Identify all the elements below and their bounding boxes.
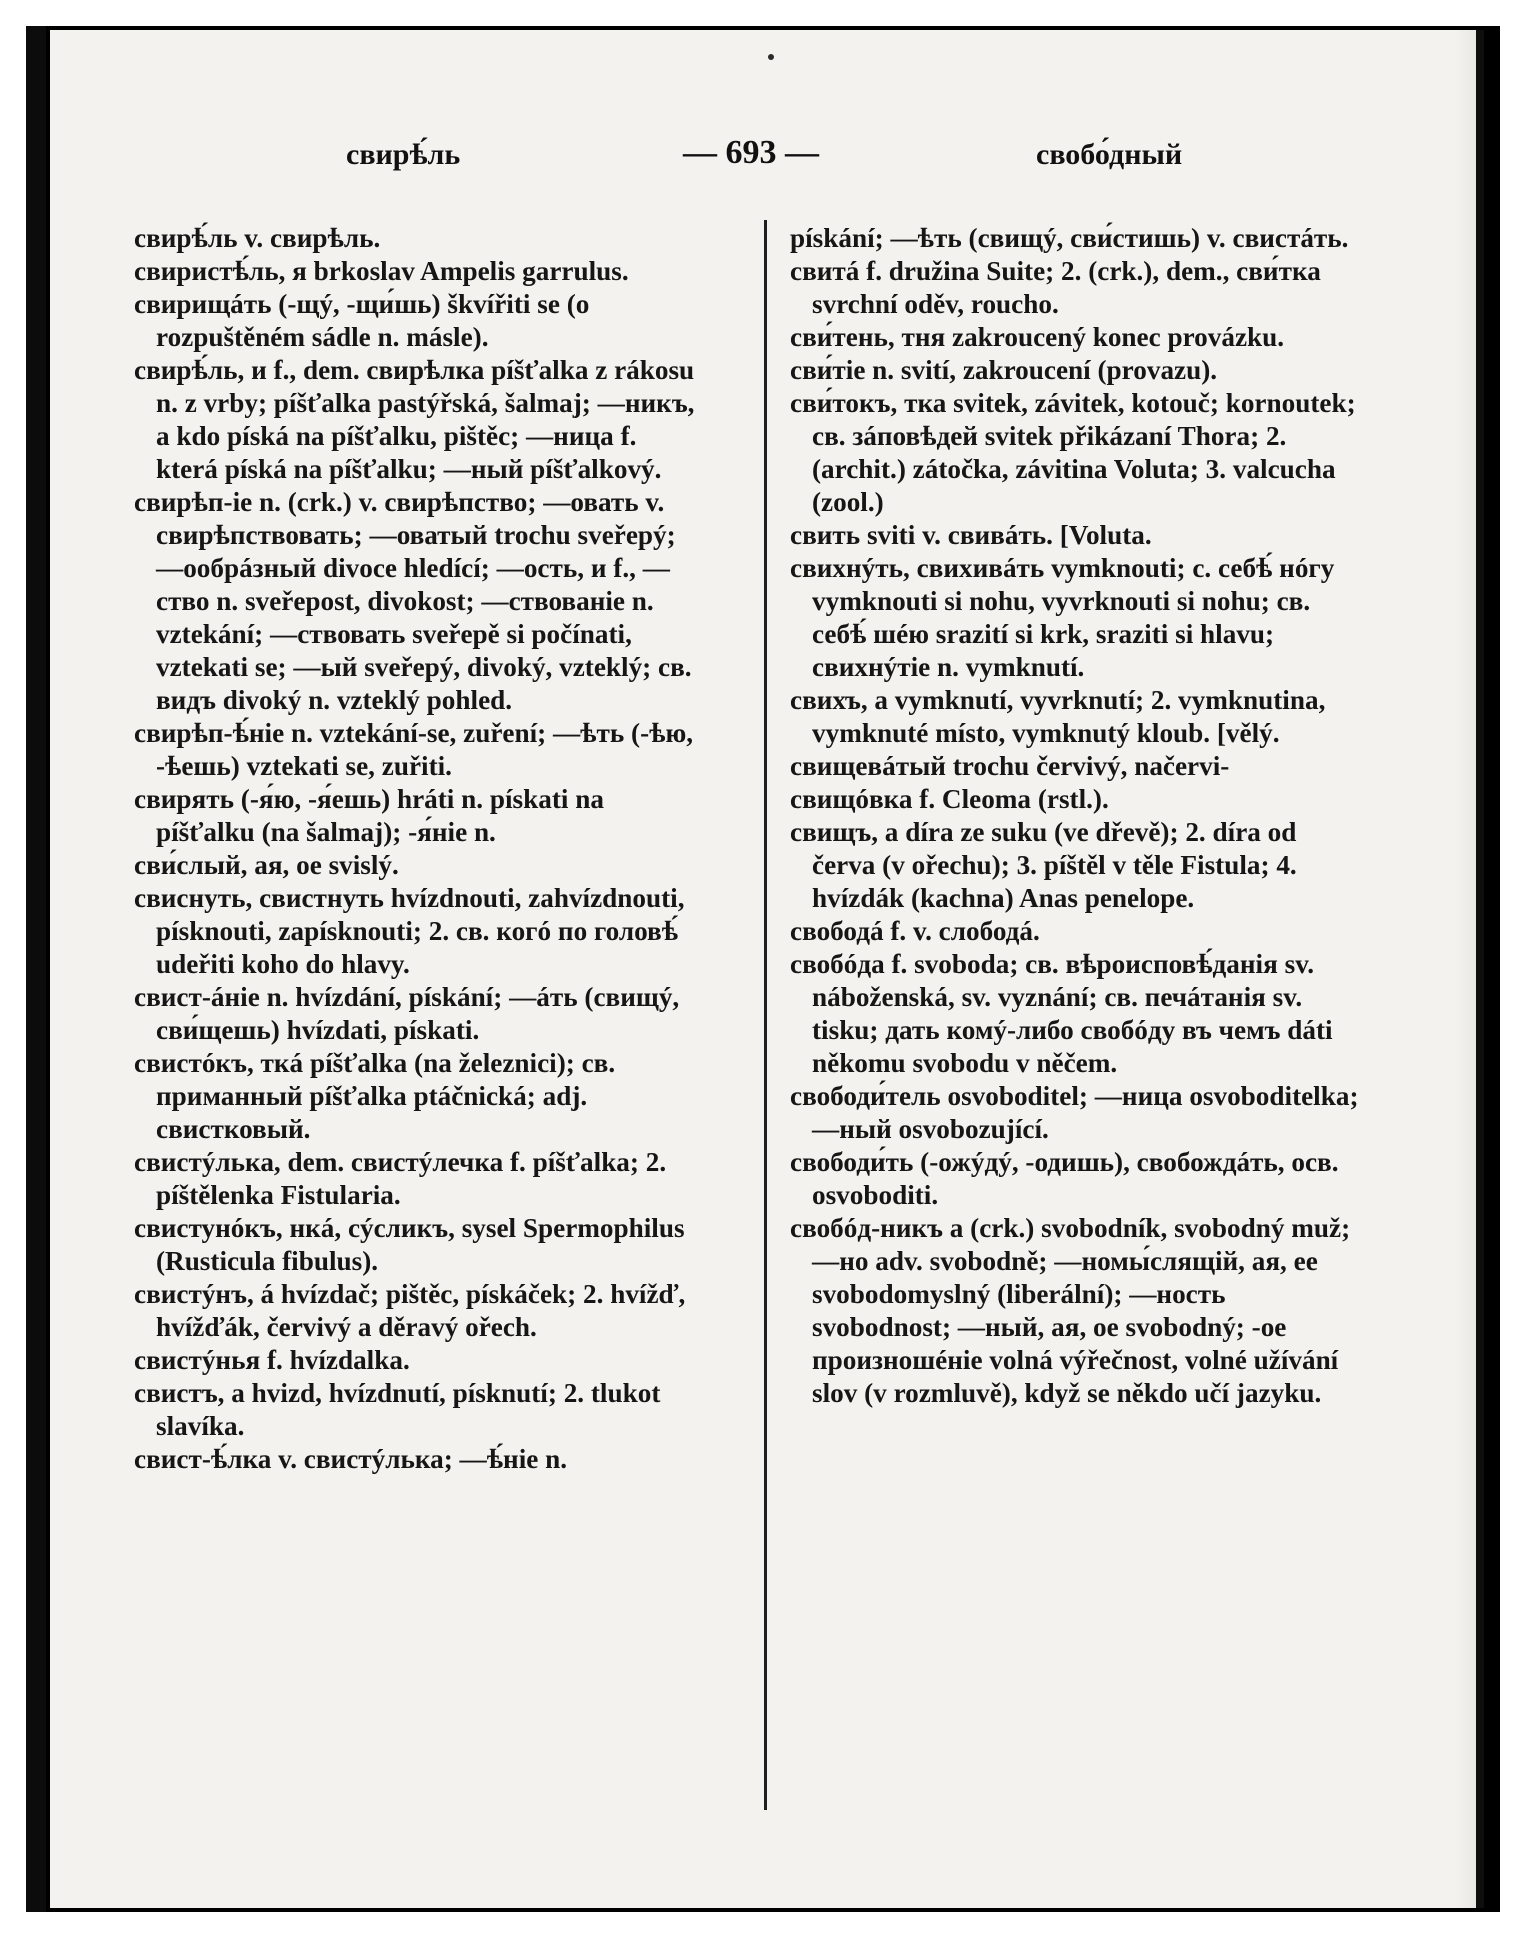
dictionary-entry: свободá f. v. слободá.: [790, 916, 1040, 946]
dictionary-page: [50, 30, 1484, 1908]
dictionary-entry: свистýнья f. hvízdalka.: [134, 1345, 410, 1375]
scan-frame: [26, 26, 1500, 1912]
dictionary-entry: свистóкъ, ткá píšťalka (na železnici); св. приманный píšťalka ptáčnická; adj. свистковый.: [134, 1048, 616, 1144]
left-column: [134, 222, 702, 1476]
dictionary-entry: свист-ѣ́лка v. свистýлька; —ѣ́ніе n.: [134, 1444, 568, 1474]
dictionary-entry: свирять (-я́ю, -я́ешь) hráti n. pískati na píšťalku (na šalmaj); -я́ніе n.: [134, 784, 604, 847]
dictionary-entry: свить sviti v. свивáть. [Voluta.: [790, 520, 1152, 550]
dictionary-entry: свист-áніе n. hvízdání, pískání; —áть (свищý, сви́щешь) hvízdati, pískati.: [134, 982, 680, 1045]
dictionary-entry: свитá f. družina Suite; 2. (crk.), dem., сви́тка svrchní oděv, roucho.: [790, 256, 1321, 319]
dictionary-entry: свирѣ́ль v. свирѣль.: [134, 223, 381, 253]
dictionary-entry: сви́тіе n. svití, zakroucení (provazu).: [790, 355, 1218, 385]
dictionary-entry: pískání; —ѣть (свищý, сви́стишь) v. свистáть.: [790, 223, 1349, 253]
dictionary-entry: свободи́тель osvoboditel; —ница osvoboditelka; —ный osvobozující.: [790, 1081, 1359, 1144]
running-header: [50, 134, 1484, 188]
dictionary-entry: свобóда f. svoboda; св. вѣроисповѣ́данія sv. náboženská, sv. vyznání; св. печáтанія sv. tisku; дать комý-либо свобóду въ чемъ dáti někomu svobodu v něčem.: [790, 949, 1333, 1078]
dictionary-entry: свищóвка f. Cleoma (rstl.).: [790, 784, 1109, 814]
dictionary-entry: свищъ, a díra ze suku (ve dřevě); 2. díra od červa (v ořechu); 3. píštěl v těle Fistula; 4. hvízdák (kachna) Anas penelope.: [790, 817, 1297, 913]
dictionary-entry: свиснуть, свистнуть hvízdnouti, zahvízdnouti, písknouti, zapísknouti; 2. св. когó по головѣ́ udeřiti koho do hlavy.: [134, 883, 685, 979]
column-divider: [764, 220, 767, 1810]
dictionary-entry: свободи́ть (-ожýдý, -одишь), свобождáть, осв. osvoboditi.: [790, 1147, 1339, 1210]
dictionary-entry: сви́слый, ая, ое svislý.: [134, 850, 399, 880]
ink-speck: [768, 54, 774, 60]
dictionary-entry: свихнýть, свихивáть vymknouti; c. себѣ́ нóгу vymknouti si nohu, vyvrknouti si nohu; св. себѣ́ шéю srazití si krk, sraziti si hlavu; свихнýтіе n. vymknutí.: [790, 553, 1335, 682]
dictionary-entry: свистъ, a hvizd, hvízdnutí, písknutí; 2. tlukot slavíka.: [134, 1378, 661, 1441]
page-fold: [1476, 30, 1484, 1908]
header-last-word: свобо́дный: [1036, 138, 1183, 171]
dictionary-entry: свихъ, a vymknutí, vyvrknutí; 2. vymknutina, vymknuté místo, vymknutý kloub. [vělý.: [790, 685, 1326, 748]
dictionary-entry: сви́токъ, тка svitek, závitek, kotouč; kornoutek; св. зáповѣдей svitek přikázaní Thora; 2. (archit.) zátočka, závitina Voluta; 3. valcucha (zool.): [790, 388, 1356, 517]
dictionary-entry: свирѣ́ль, и f., dem. свирѣлка píšťalka z rákosu n. z vrby; píšťalka pastýřská, šalmaj; —никъ, a kdo píská na píšťalku, pištěc; —ница f. která píská na píšťalku; —ный píšťalkový.: [134, 355, 695, 484]
dictionary-entry: свиристѣ́ль, я brkoslav Ampelis garrulus.: [134, 256, 629, 286]
dictionary-entry: свирищáть (-щý, -щи́шь) škvířiti se (o rozpuštěném sádle n. másle).: [134, 289, 590, 352]
dictionary-entry: свищевáтый trochu červivý, načervi-: [790, 751, 1230, 781]
header-first-word: свирѣ́ль: [346, 138, 461, 171]
page-number: — 693 —: [683, 134, 819, 171]
dictionary-entry: сви́тень, тня zakroucený konec provázku.: [790, 322, 1285, 352]
dictionary-entry: свистýнъ, á hvízdač; pištěc, pískáček; 2. hvížď, hvížďák, červivý a děravý ořech.: [134, 1279, 686, 1342]
dictionary-entry: свобóд-никъ a (crk.) svobodník, svobodný muž; —но adv. svobodně; —номы́слящій, ая, ее svobodomyslný (liberální); —ность svobodnost; —ный, ая, ое svobodný; -ое произношéніе volná výřečnost, volné užívání slov (v rozmluvě), když se někdo učí jazyku.: [790, 1213, 1351, 1408]
dictionary-entry: свистунóкъ, нкá, сýсликъ, sysel Spermophilus (Rusticula fibulus).: [134, 1213, 685, 1276]
previous-page-edge: [26, 26, 46, 1912]
dictionary-entry: свирѣп-іе n. (crk.) v. свирѣпство; —овать v. свирѣпствовать; —оватый trochu sveřepý; —oобрáзный divoce hledící; —ость, и f., —ство n. sveřepost, divokost; —ствованіе n. vztekání; —ствовать sveřepě si počínati, vztekati se; —ый sveřepý, divoký, vzteklý; св. видъ divoký n. vzteklý pohled.: [134, 487, 692, 715]
dictionary-entry: свирѣп-ѣ́ніе n. vztekání-se, zuření; —ѣть (-ѣю, -ѣешь) vztekati se, zuřiti.: [134, 718, 694, 781]
right-column: [790, 222, 1364, 1410]
dictionary-entry: свистýлька, dem. свистýлечка f. píšťalka; 2. píštělenka Fistularia.: [134, 1147, 667, 1210]
